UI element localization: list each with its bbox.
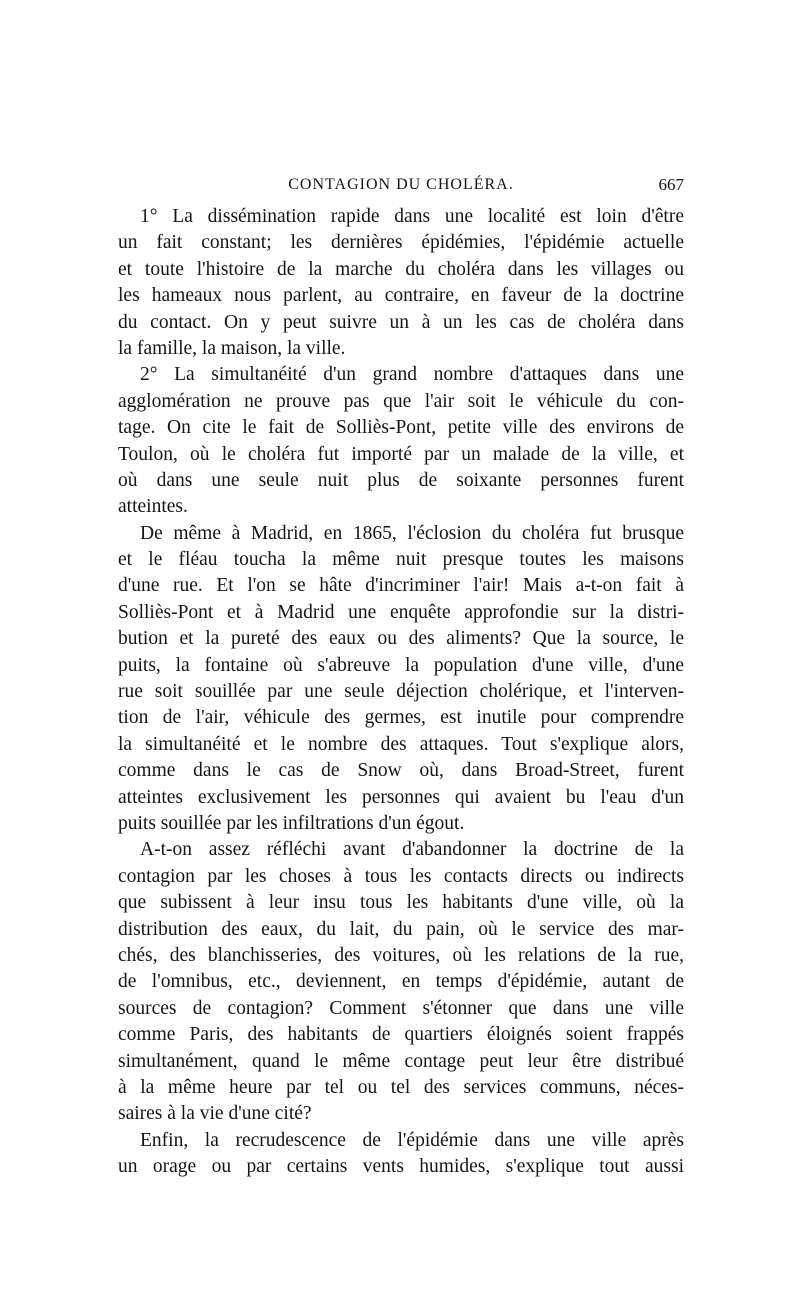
paragraph-4: [118, 837, 684, 1127]
running-head: [118, 174, 684, 200]
running-title: CONTAGION DU CHOLÉRA.: [288, 176, 514, 193]
text-line: rue soit souillée par une seule déjection cholérique, et l'interven-: [118, 681, 684, 703]
text-line: la famille, la maison, la ville.: [118, 337, 346, 359]
text-line: et le fléau toucha la même nuit presque toutes les maisons: [118, 549, 684, 571]
text-line: Solliès-Pont et à Madrid une enquête approfondie sur la distri-: [118, 601, 684, 623]
text-line: où dans une seule nuit plus de soixante personnes furent: [118, 469, 684, 491]
text-line: d'une rue. Et l'on se hâte d'incriminer l'air! Mais a-t-on fait à: [118, 575, 684, 597]
paragraph-2: [118, 362, 684, 520]
text-line: la simultanéité et le nombre des attaques. Tout s'explique alors,: [118, 733, 684, 755]
text-line: atteintes.: [118, 496, 188, 518]
text-line: tage. On cite le fait de Solliès-Pont, petite ville des environs de: [118, 417, 684, 439]
text-line: A-t-on assez réfléchi avant d'abandonner la doctrine de la: [140, 839, 684, 861]
text-line: contagion par les choses à tous les contacts directs ou indirects: [118, 865, 684, 887]
text-line: simultanément, quand le même contage peut leur être distribué: [118, 1050, 684, 1072]
body-text: [118, 204, 684, 1274]
text-line: les hameaux nous parlent, au contraire, en faveur de la doctrine: [118, 285, 684, 307]
text-line: comme dans le cas de Snow où, dans Broad-Street, furent: [118, 760, 684, 782]
page-number: 667: [658, 175, 684, 194]
text-line: chés, des blanchisseries, des voitures, où les relations de la rue,: [118, 944, 684, 966]
text-line: un orage ou par certains vents humides, s'explique tout aussi: [118, 1156, 684, 1178]
text-line: agglomération ne prouve pas que l'air soit le véhicule du con-: [118, 390, 684, 412]
text-line: puits souillée par les infiltrations d'un égout.: [118, 812, 465, 834]
text-line: comme Paris, des habitants de quartiers éloignés soient frappés: [118, 1024, 684, 1046]
text-line: distribution des eaux, du lait, du pain, où le service des mar-: [118, 918, 684, 940]
text-line: à la même heure par tel ou tel des services communs, néces-: [118, 1076, 684, 1098]
text-line: De même à Madrid, en 1865, l'éclosion du choléra fut brusque: [140, 522, 684, 544]
text-line: un fait constant; les dernières épidémies, l'épidémie actuelle: [118, 232, 684, 254]
text-line: du contact. On y peut suivre un à un les cas de choléra dans: [118, 311, 684, 333]
text-line: de l'omnibus, etc., deviennent, en temps d'épidémie, autant de: [118, 971, 684, 993]
text-line: que subissent à leur insu tous les habitants d'une ville, où la: [118, 892, 684, 914]
text-line: puits, la fontaine où s'abreuve la population d'une ville, d'une: [118, 654, 684, 676]
text-line: atteintes exclusivement les personnes qui avaient bu l'eau d'un: [118, 786, 684, 808]
text-line: et toute l'histoire de la marche du choléra dans les villages ou: [118, 258, 684, 280]
paragraph-5: [118, 1128, 684, 1181]
text-line: bution et la pureté des eaux ou des aliments? Que la source, le: [118, 628, 684, 650]
text-line: saires à la vie d'une cité?: [118, 1103, 312, 1125]
text-line: 1° La dissémination rapide dans une localité est loin d'être: [140, 206, 684, 227]
text-line: Enfin, la recrudescence de l'épidémie dans une ville après: [140, 1129, 684, 1151]
text-line: tion de l'air, véhicule des germes, est inutile pour comprendre: [118, 707, 684, 729]
paragraph-1: [118, 204, 684, 362]
text-line: Toulon, où le choléra fut importé par un malade de la ville, et: [118, 443, 684, 465]
text-line: 2° La simultanéité d'un grand nombre d'attaques dans une: [140, 364, 684, 386]
paragraph-3: [118, 521, 684, 838]
text-line: sources de contagion? Comment s'étonner que dans une ville: [118, 997, 684, 1019]
